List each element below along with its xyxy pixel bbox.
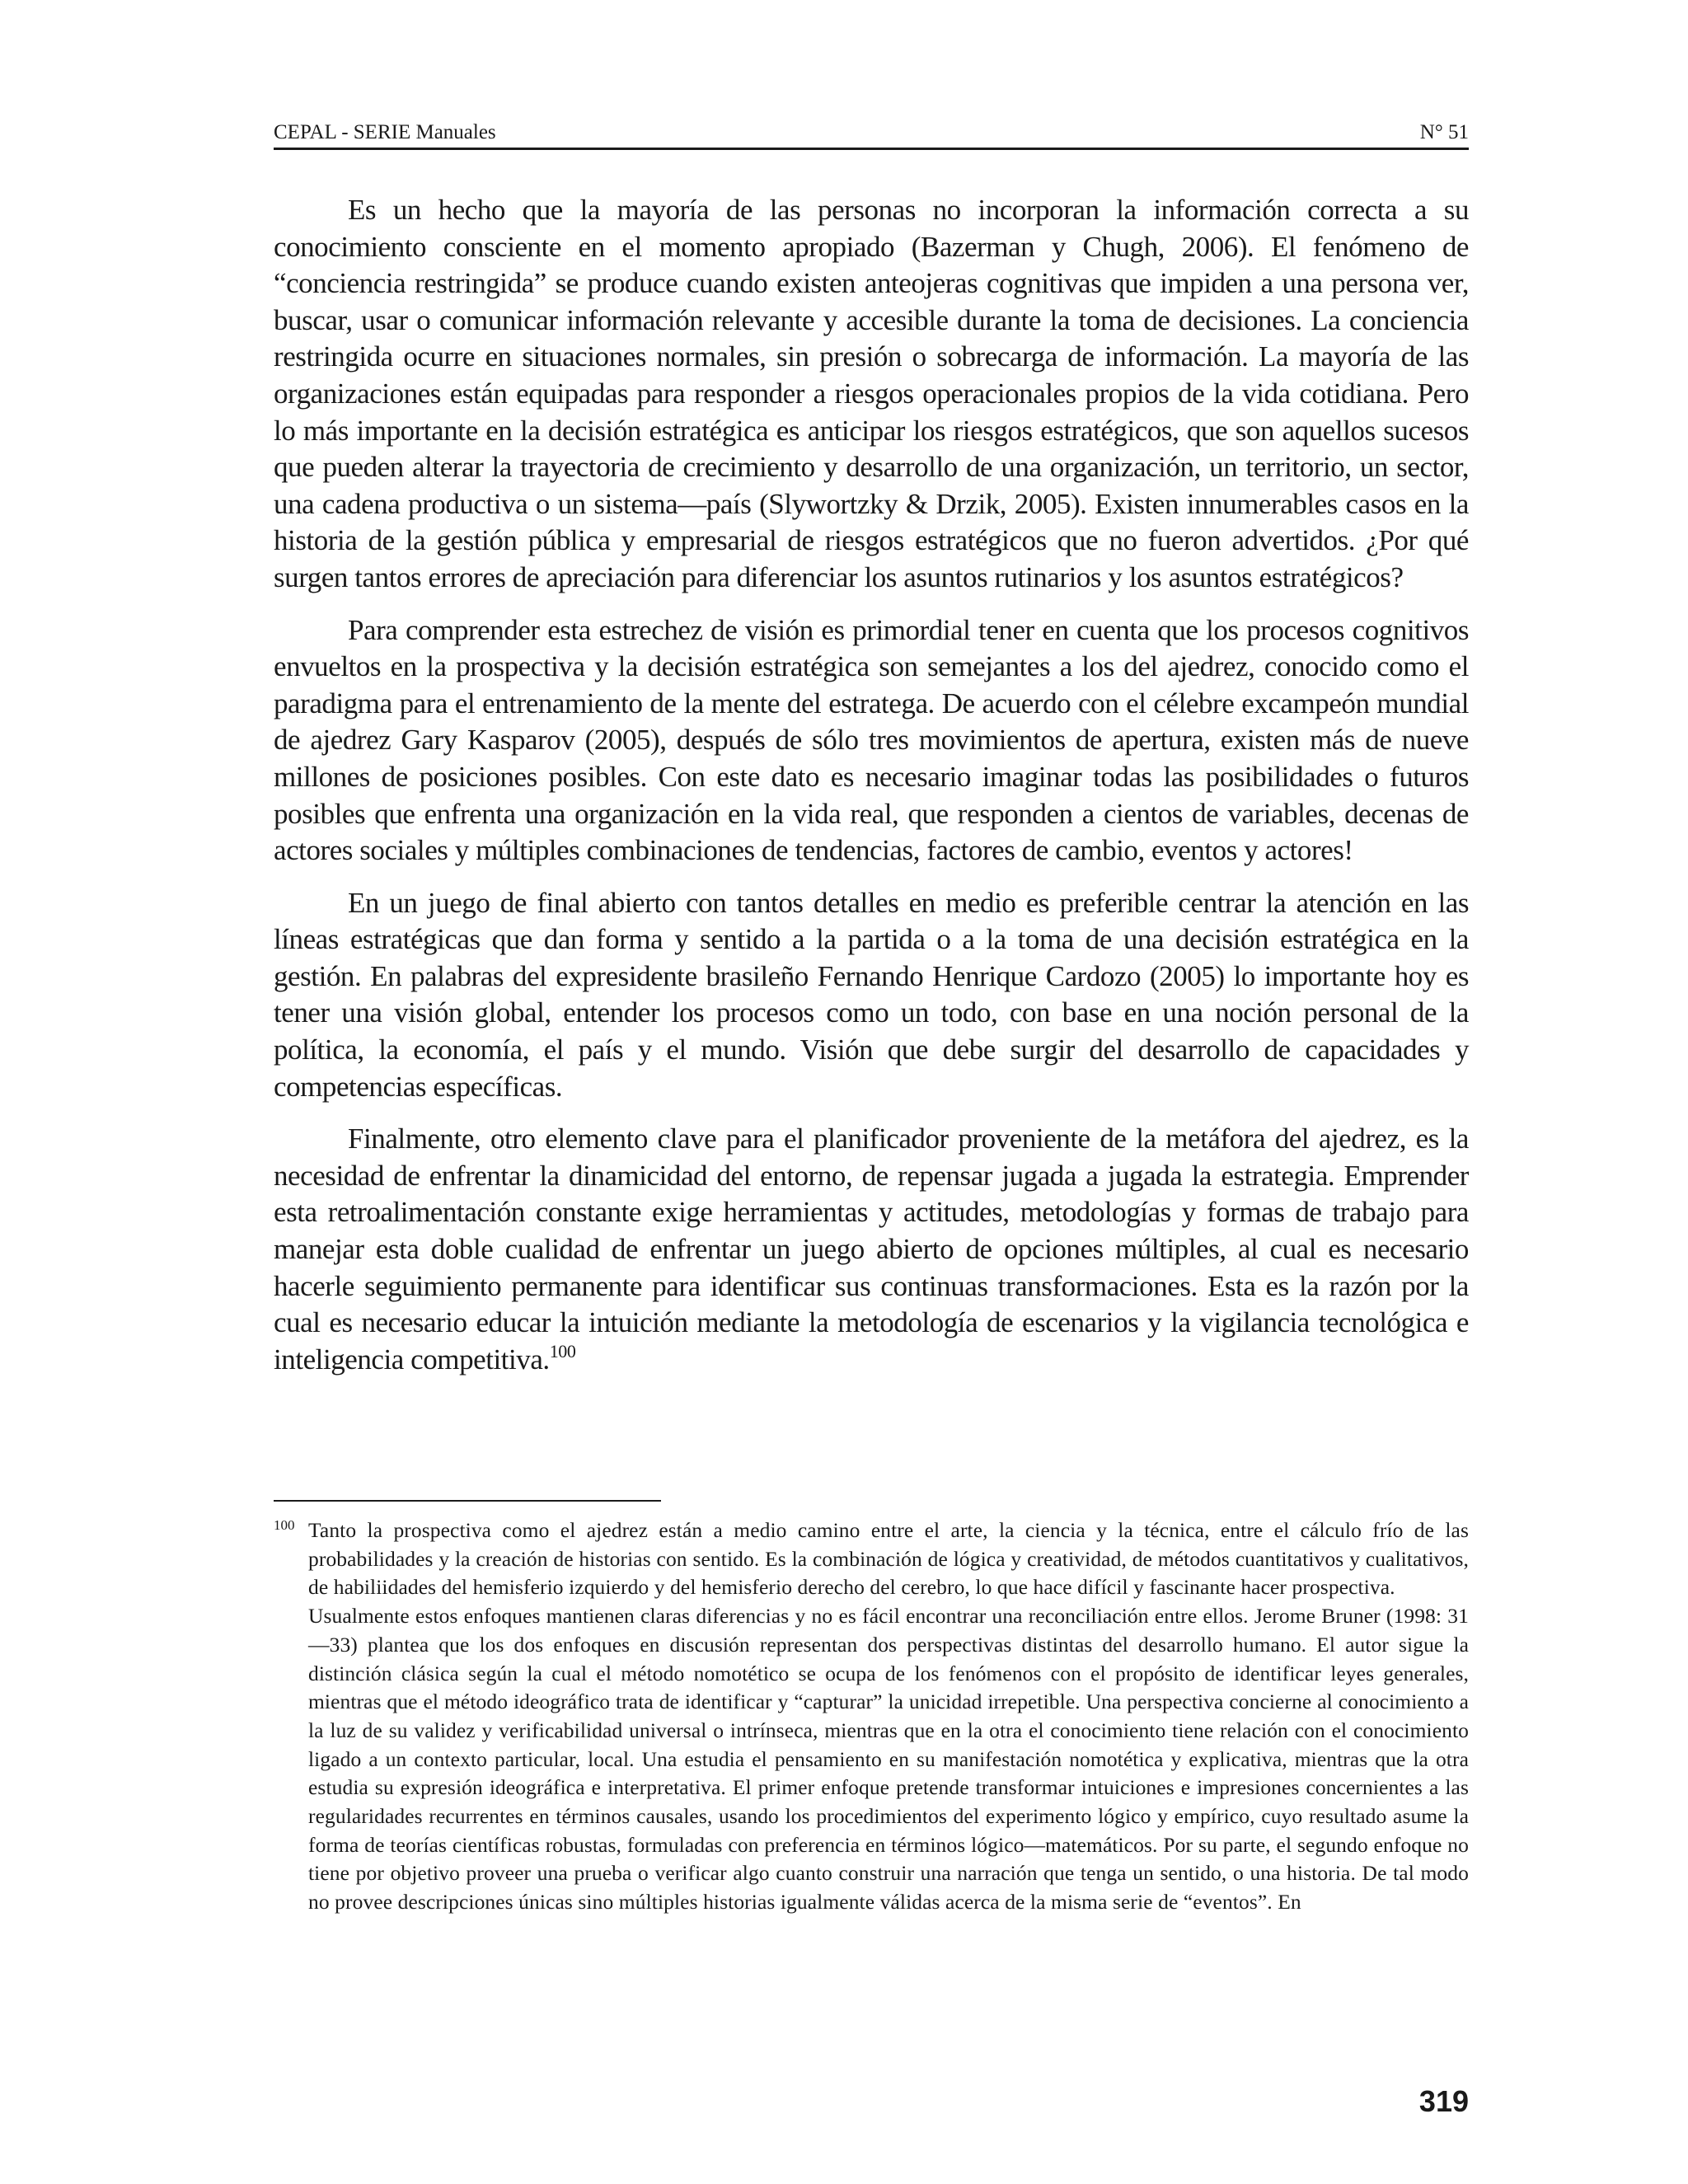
body-paragraph-with-footnote <box>274 1121 1469 1378</box>
body-paragraph: En un juego de final abierto con tantos detalles en medio es preferible centrar la atención en las líneas estratégicas que dan forma y sentido a la partida o a la toma de una decisión estratégica en la gestión. En palabras del expresidente brasileño Fernando Henrique Cardozo (2005) lo importante hoy es tener una visión global, entender los procesos como un todo, con base en una noción personal de la política, la economía, el país y el mundo. Visión que debe surgir del desarrollo de capacidades y competencias específicas. <box>274 886 1469 1103</box>
footnote <box>274 1516 1469 1917</box>
running-header <box>274 118 1469 150</box>
footnote-paragraph: Usualmente estos enfoques mantienen claras diferencias y no es fácil encontrar una reconciliación entre ellos. Jerome Bruner (1998: 31—33) plantea que los dos enfoques en discusión representan dos perspectivas distintas del desarrollo humano. El autor sigue la distinción clásica según la cual el método nomotético se ocupa de los fenómenos con el propósito de identificar leyes generales, mientras que el método ideográfico trata de identificar y “capturar” la unicidad irrepetible. Una perspectiva concierne al conocimiento a la luz de su validez y verificabilidad universal o intrínseca, mientras que en la otra el conocimiento tiene relación con el conocimiento ligado a un contexto particular, local. Una estudia el pensamiento en su manifestación nomotética y explicativa, mientras que la otra estudia su expresión ideográfica e interpretativa. El primer enfoque pretende transformar intuiciones e impresiones concernientes a las regularidades recurrentes en términos causales, usando los procedimientos del experimento lógico y empírico, cuyo resultado asume la forma de teorías científicas robustas, formuladas con preferencia en términos lógico—matemáticos. Por su parte, el segundo enfoque no tiene por objetivo proveer una prueba o verificar algo cuanto construir una narración que tenga un sentido, o una historia. De tal modo no provee descripciones únicas sino múltiples historias igualmente válidas acerca de la misma serie de “eventos”. En <box>308 1604 1469 1915</box>
body-paragraph: Es un hecho que la mayoría de las personas no incorporan la información correcta a su conocimiento consciente en el momento apropiado (Bazerman y Chugh, 2006). El fenómeno de “conciencia restringida” se produce cuando existen anteojeras cognitivas que impiden a una persona ver, buscar, usar o comunicar información relevante y accesible durante la toma de decisiones. La conciencia restringida ocurre en situaciones normales, sin presión o sobrecarga de información. La mayoría de las organizaciones están equipadas para responder a riesgos operacionales propios de la vida cotidiana. Pero lo más importante en la decisión estratégica es anticipar los riesgos estratégicos, que son aquellos sucesos que pueden alterar la trayectoria de crecimiento y desarrollo de una organización, un territorio, un sector, una cadena productiva o un sistema—país (Slywortzky & Drzik, 2005). Existen innumerables casos en la historia de la gestión pública y empresarial de riesgos estratégicos que no fueron advertidos. ¿Por qué surgen tantos errores de apreciación para diferenciar los asuntos rutinarios y los asuntos estratégicos? <box>274 194 1469 593</box>
body-text <box>274 192 1469 1394</box>
body-paragraph-text: Finalmente, otro elemento clave para el planificador proveniente de la metáfora del ajedrez, es la necesidad de enfrentar la dinamicidad del entorno, de repensar jugada a jugada la estrategia. Emprender esta retroalimentación constante exige herramientas y actitudes, metodologías y formas de trabajo para manejar esta doble cualidad de enfrentar un juego abierto de opciones múltiples, al cual es necesario hacerle seguimiento permanente para identificar sus continuas transformaciones. Esta es la razón por la cual es necesario educar la intuición mediante la metodología de escenarios y la vigilancia tecnológica e inteligencia competitiva. <box>274 1122 1469 1376</box>
page-number: 319 <box>1418 2084 1469 2118</box>
series-number: N° 51 <box>1419 121 1469 143</box>
body-paragraph: Para comprender esta estrechez de visión es primordial tener en cuenta que los procesos cognitivos envueltos en la prospectiva y la decisión estratégica son semejantes a los del ajedrez, conocido como el paradigma para el entrenamiento de la mente del estratega. De acuerdo con el célebre excampeón mundial de ajedrez Gary Kasparov (2005), después de sólo tres movimientos de apertura, existen más de nueve millones de posiciones posibles. Con este dato es necesario imaginar todas las posibilidades o futuros posibles que enfrenta una organización en la vida real, que responden a cientos de variables, decenas de actores sociales y múltiples combinaciones de tendencias, factores de cambio, eventos y actores! <box>274 613 1469 867</box>
footnote-separator <box>274 1500 661 1502</box>
series-title: CEPAL - SERIE Manuales <box>274 121 496 143</box>
footnote-marker: 100 <box>274 1517 295 1533</box>
footnote-reference[interactable]: 100 <box>549 1340 576 1361</box>
footnote-paragraph: Tanto la prospectiva como el ajedrez están a medio camino entre el arte, la ciencia y la técnica, entre el cálculo frío de las probabilidades y la creación de historias con sentido. Es la combinación de lógica y creatividad, de métodos cuantitativos y cualitativos, de habiliidades del hemisferio izquierdo y del hemisferio derecho del cerebro, lo que hace difícil y fascinante hacer prospectiva. <box>308 1518 1469 1600</box>
footnote-body <box>308 1516 1469 1917</box>
